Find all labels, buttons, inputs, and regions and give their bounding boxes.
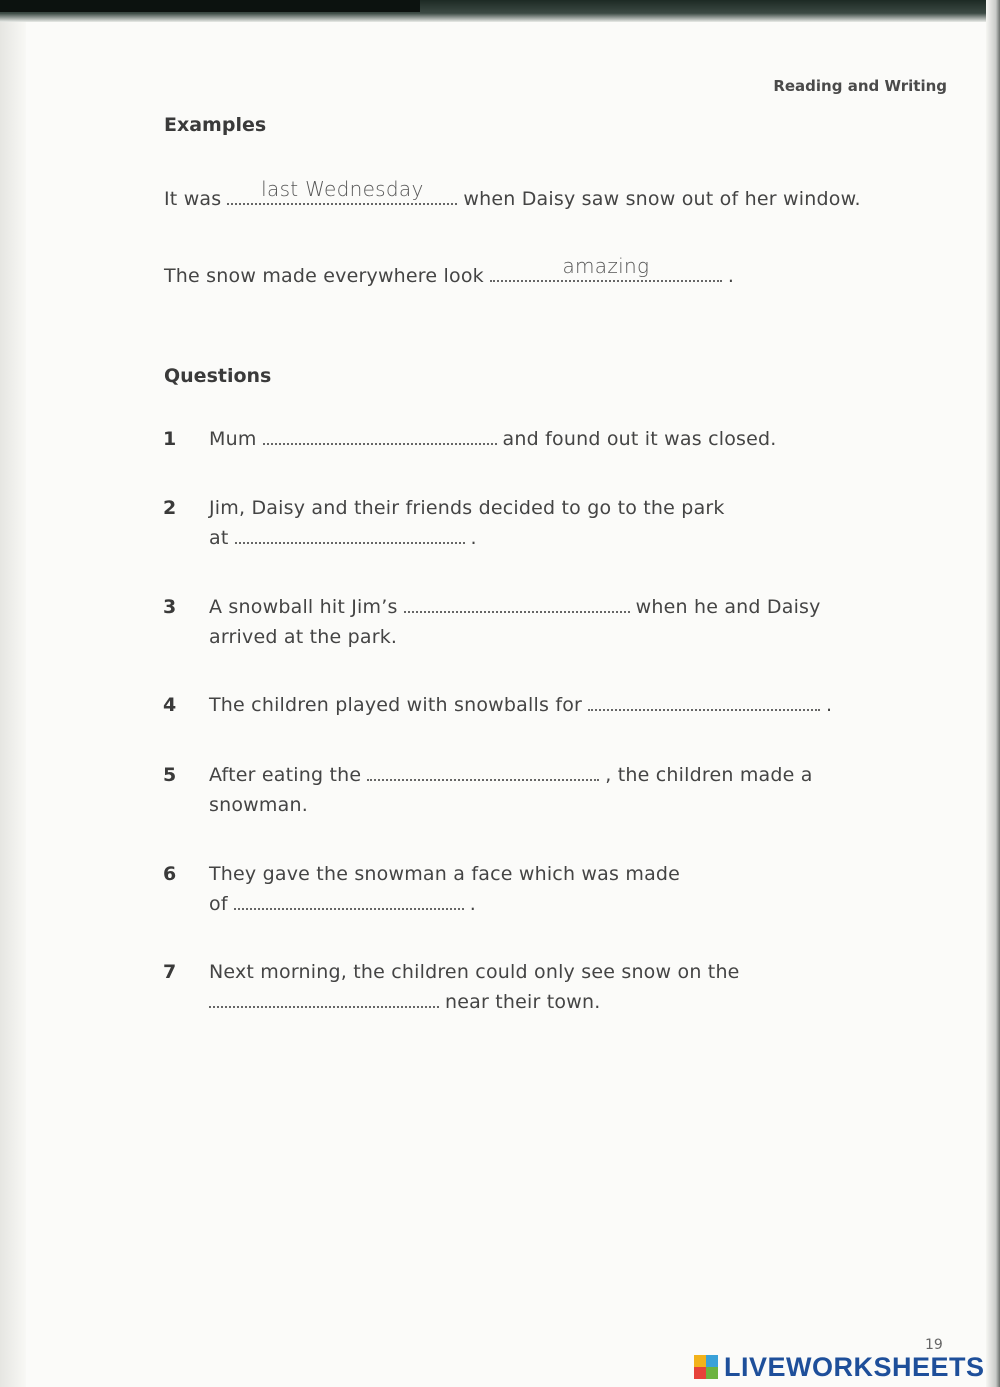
question-4-blank[interactable] [588, 708, 820, 711]
question-2-line-2: at . [209, 527, 477, 549]
question-5-line-1: After eating the , the children made a [209, 764, 813, 786]
example-1: It was last Wednesday when Daisy saw snow out of her window. [164, 177, 861, 210]
example-2-answer: amazing [562, 254, 650, 278]
question-2-blank[interactable] [235, 541, 465, 544]
question-1: Mum and found out it was closed. [209, 428, 777, 450]
question-1-number: 1 [163, 428, 177, 450]
page-number: 19 [925, 1337, 943, 1353]
question-7-blank[interactable] [209, 1005, 439, 1008]
question-2-number: 2 [163, 497, 177, 519]
questions-heading: Questions [164, 365, 272, 387]
question-4: The children played with snowballs for . [209, 694, 833, 716]
question-3-line-1: A snowball hit Jim’s when he and Daisy [209, 596, 821, 618]
example-1-blank[interactable] [227, 177, 457, 205]
examples-heading: Examples [164, 114, 267, 136]
liveworksheets-logo-icon [694, 1355, 718, 1379]
question-7-number: 7 [163, 961, 177, 983]
question-2-line-1: Jim, Daisy and their friends decided to go to the park [209, 497, 725, 519]
watermark-text: LIVEWORKSHEETS [724, 1351, 985, 1382]
section-header: Reading and Writing [773, 77, 947, 95]
liveworksheets-watermark [694, 1350, 985, 1384]
example-2: The snow made everywhere look amazing . [164, 254, 735, 287]
example-2-blank[interactable] [490, 254, 722, 282]
question-6-blank[interactable] [234, 907, 464, 910]
question-3-number: 3 [163, 596, 177, 618]
scan-top-edge [0, 0, 1000, 22]
question-7-line-2: near their town. [209, 991, 600, 1013]
question-6-number: 6 [163, 863, 177, 885]
question-7-line-1: Next morning, the children could only see snow on the [209, 961, 740, 983]
question-5-blank[interactable] [367, 778, 599, 781]
question-4-number: 4 [163, 694, 177, 716]
example-1-answer: last Wednesday [261, 177, 424, 201]
question-5-line-2: snowman. [209, 794, 308, 816]
question-3-line-2: arrived at the park. [209, 626, 398, 648]
question-6-line-1: They gave the snowman a face which was made [209, 863, 681, 885]
question-6-line-2: of . [209, 893, 476, 915]
question-3-blank[interactable] [404, 610, 630, 613]
question-1-blank[interactable] [263, 442, 497, 445]
scan-left-edge [0, 22, 26, 1387]
scan-right-edge [986, 0, 1000, 1387]
question-5-number: 5 [163, 764, 177, 786]
